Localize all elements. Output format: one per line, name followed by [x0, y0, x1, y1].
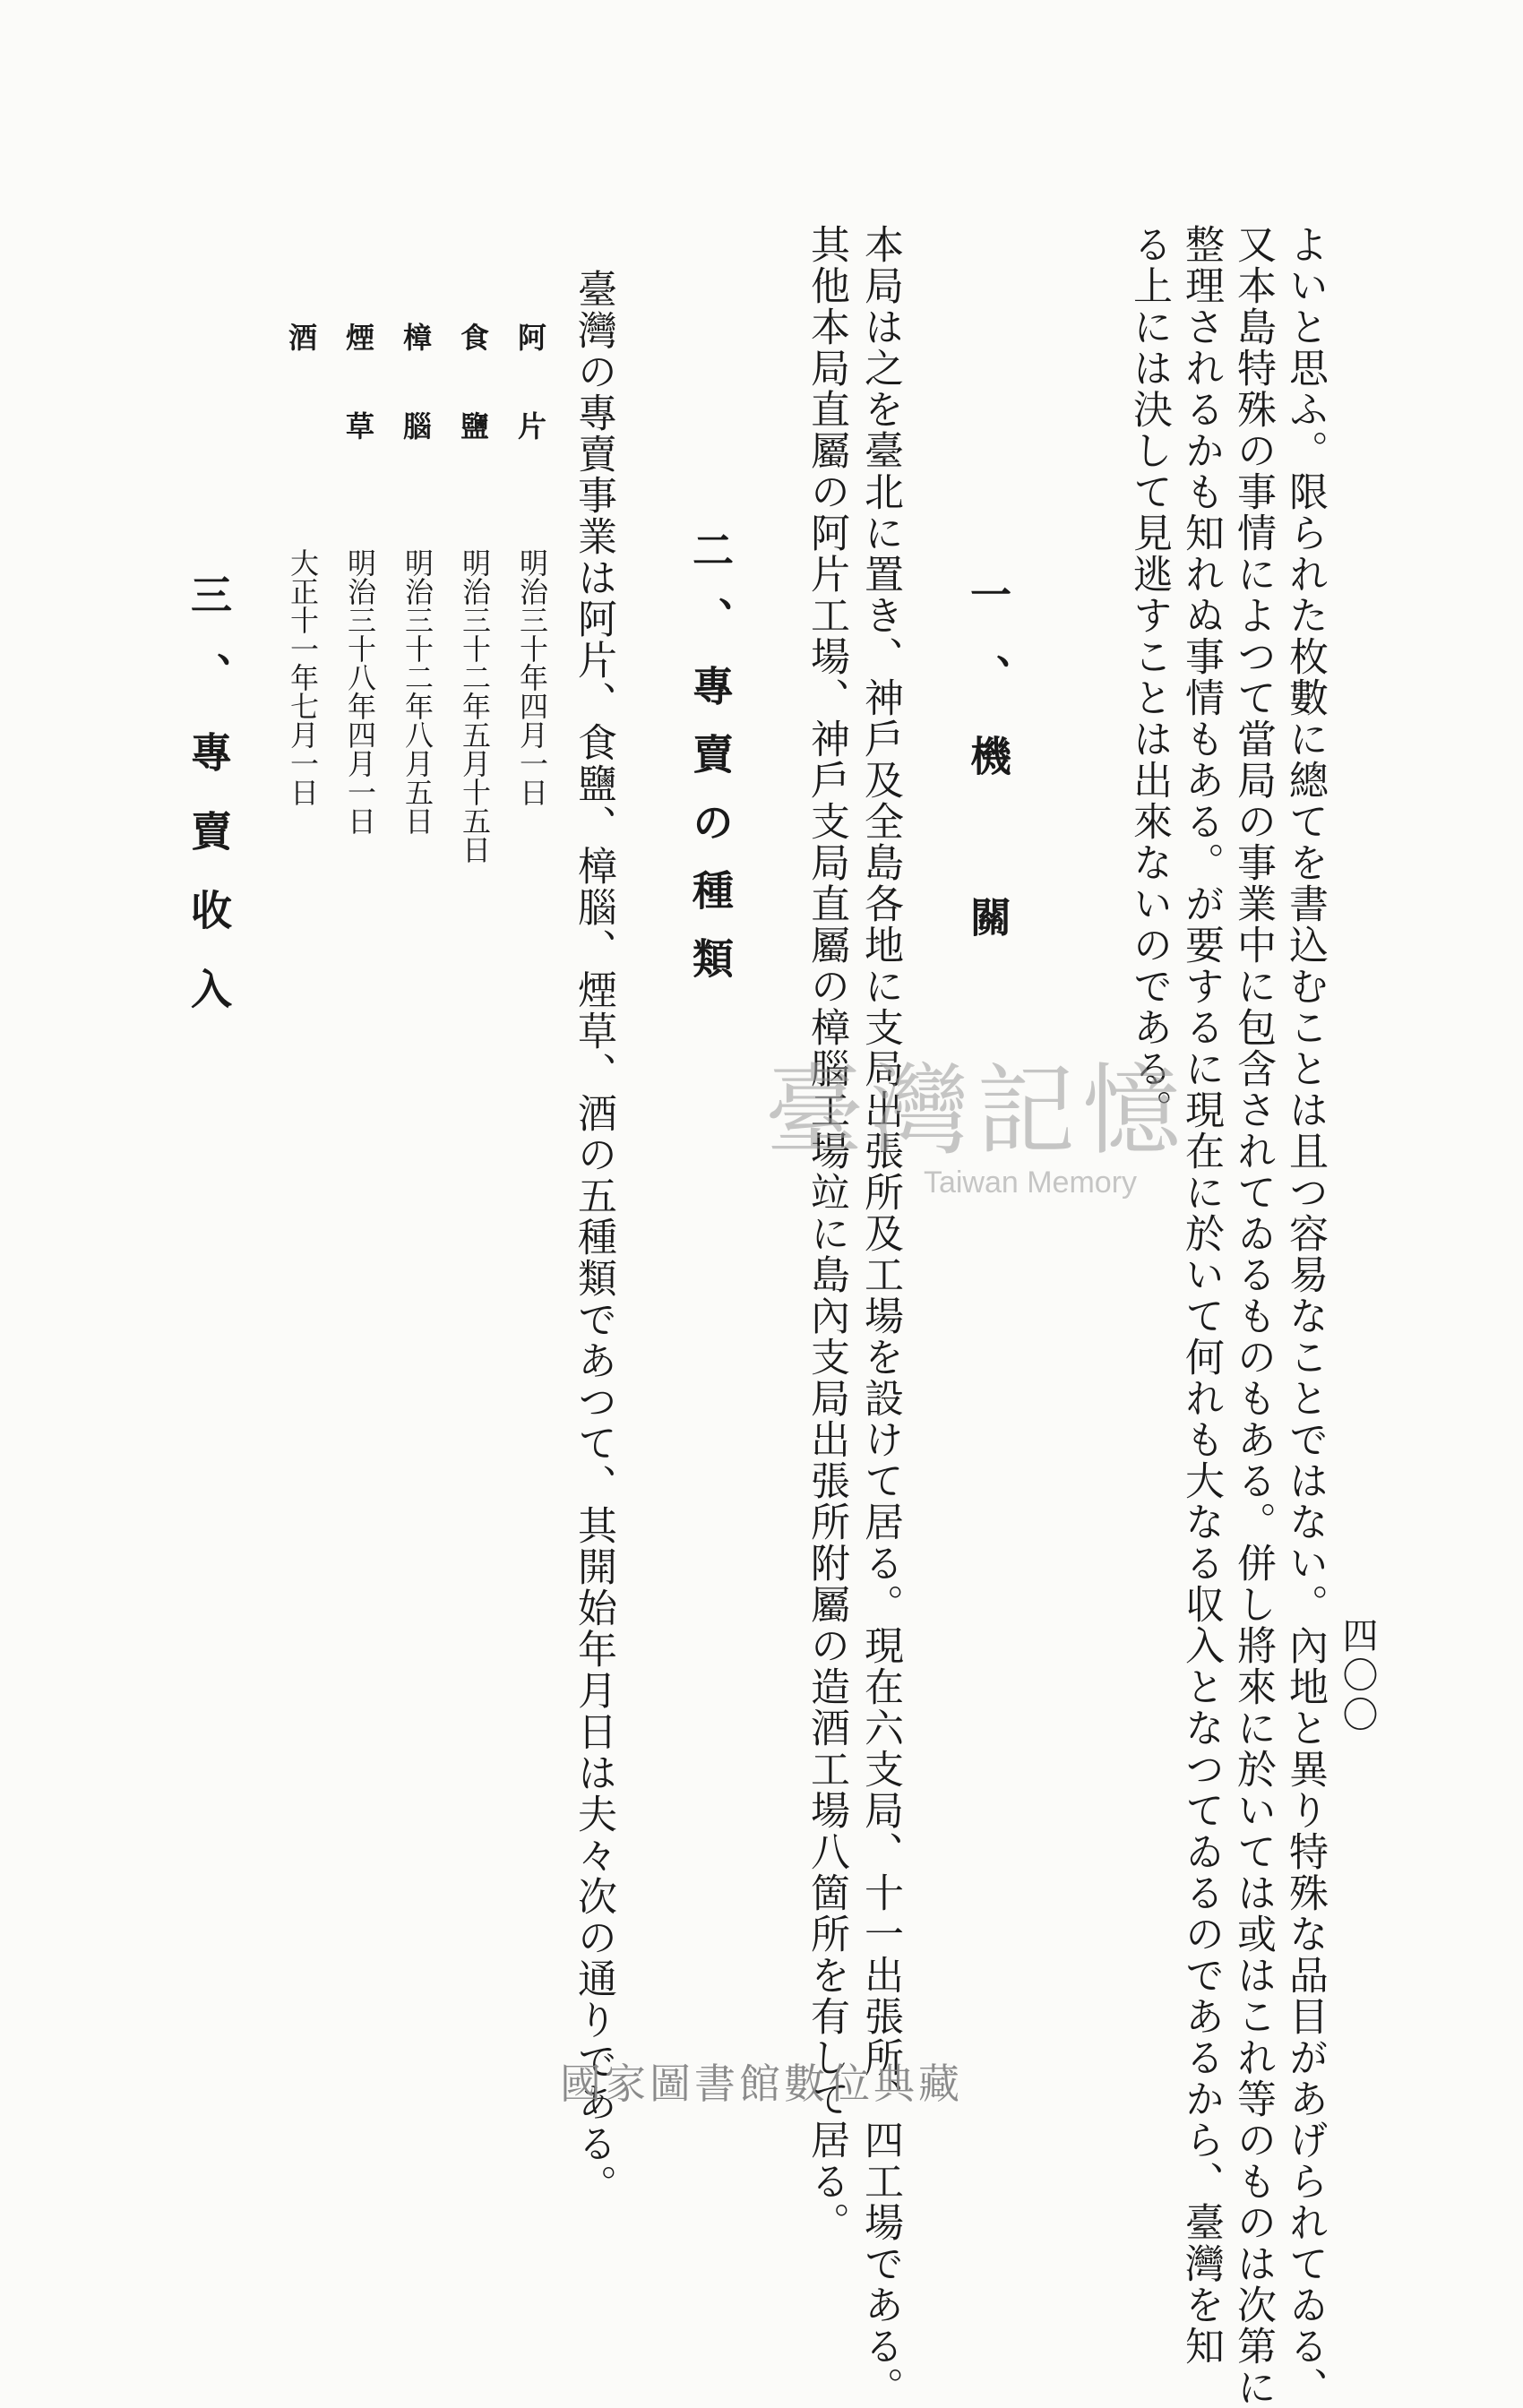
watermark-title: 臺灣記憶	[765, 1054, 1188, 1168]
para1-line-3: 整理されるかも知れぬ事情もある。が要するに現在に於いて何れも大なる収入となつてゐるのであるから、臺灣を知	[1178, 224, 1224, 2367]
item-date-ahen: 明治三十年四月一日	[515, 548, 549, 806]
item-date-sake: 大正十一年七月一日	[286, 548, 320, 806]
watermark-subtitle: Taiwan Memory	[923, 1165, 1138, 1200]
item-name-tabako: 煙 草	[341, 322, 375, 441]
section1-line-1: 本局は之を臺北に置き、神戶及全島各地に支局出張所及工場を設けて居る。現在六支局、十一出張所、四工場である。	[857, 224, 903, 2408]
section1-line-2: 其他本局直屬の阿片工場、神戶支局直屬の樟腦工場竝に島內支局出張所附屬の造酒工場八箇所を有して居る。	[804, 224, 849, 2243]
section-heading-senbai-income: 三、專賣收入	[185, 573, 233, 1046]
section-heading-kikan: 一、機 關	[964, 573, 1012, 976]
page-number: 四〇〇	[1337, 1617, 1378, 1735]
para1-line-4: る上には決して見逃すことは出來ないのである。	[1126, 224, 1172, 1131]
footer-library-credit: 國家圖書館數位典藏	[560, 2060, 963, 2108]
item-name-shono: 樟 腦	[399, 322, 433, 441]
para1-line-1: よいと思ふ。限られた枚數に總てを書込むことは且つ容易なことではない。內地と異り特殊な品目があげられてゐる、	[1282, 224, 1328, 2408]
para1-line-2: 又本島特殊の事情によつて當局の事業中に包含されてゐるものもある。併し將來に於いては或はこれ等のものは次第に	[1230, 224, 1276, 2408]
item-name-shokuen: 食 鹽	[456, 322, 490, 441]
watermark	[726, 1054, 1227, 1200]
item-name-ahen: 阿 片	[513, 322, 547, 441]
section-heading-senbai-types: 二、專賣の種類	[686, 529, 735, 1005]
item-date-tabako: 明治三十八年四月一日	[343, 548, 377, 835]
item-date-shono: 明治三十二年八月五日	[400, 548, 435, 835]
section2-intro: 臺灣の專賣事業は阿片、食鹽、樟腦、煙草、酒の五種類であつて、其開始年月日は夫々次の通りである。	[571, 269, 616, 2206]
item-date-shokuen: 明治三十二年五月十五日	[458, 548, 492, 864]
item-name-sake: 酒	[284, 322, 318, 352]
